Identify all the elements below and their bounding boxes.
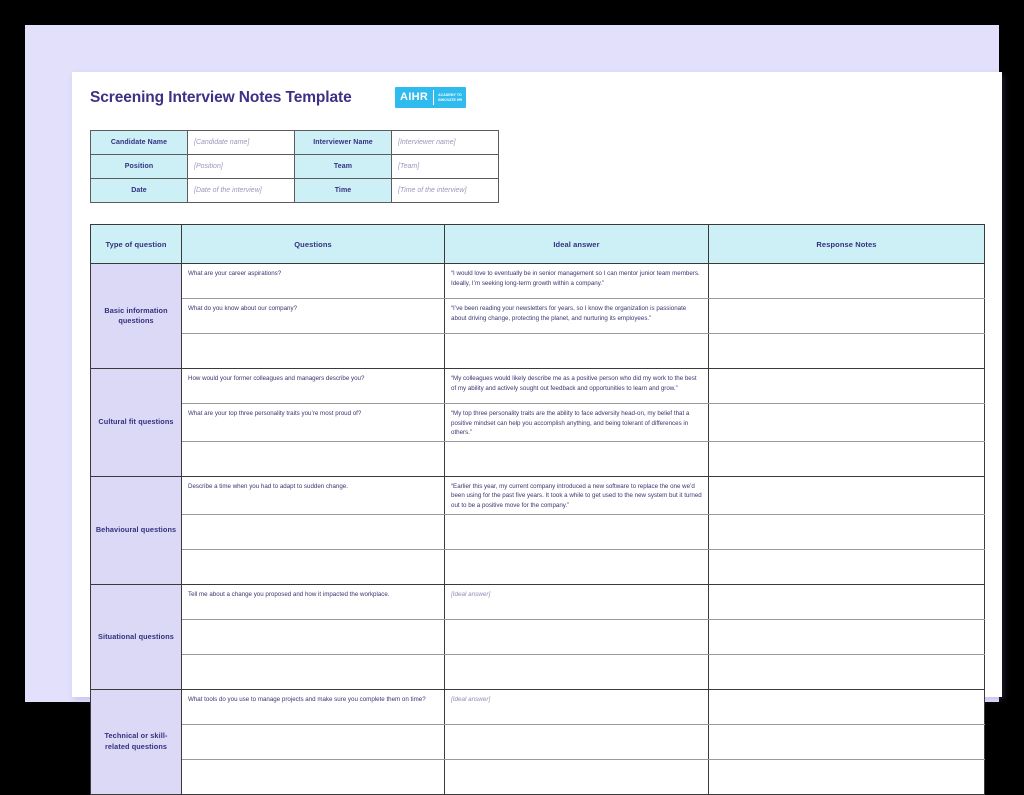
table-header-row: [91, 225, 985, 264]
ideal-answer-cell[interactable]: “My colleagues would likely describe me as a positive person who did my work to the best of my ability and actively sought out feedback and opportunities to learn and grow.”: [445, 369, 709, 404]
ideal-answer-cell[interactable]: [Ideal answer]: [445, 689, 709, 724]
question-cell[interactable]: [182, 514, 445, 549]
info-value-left[interactable]: [Date of the interview]: [188, 179, 295, 203]
ideal-answer-cell[interactable]: [445, 549, 709, 584]
table-row: [91, 299, 985, 334]
response-notes-cell[interactable]: [709, 476, 985, 514]
ideal-answer-cell[interactable]: [Ideal answer]: [445, 584, 709, 619]
ideal-answer-cell[interactable]: [445, 334, 709, 369]
candidate-info-table: [90, 130, 499, 203]
column-header-type-of-question: Type of question: [91, 225, 182, 264]
response-notes-cell[interactable]: [709, 724, 985, 759]
column-header-questions: Questions: [182, 225, 445, 264]
page-background-mat: [25, 25, 999, 751]
question-cell[interactable]: [182, 724, 445, 759]
info-value-right[interactable]: [Time of the interview]: [392, 179, 499, 203]
column-header-response-notes: Response Notes: [709, 225, 985, 264]
question-cell[interactable]: Describe a time when you had to adapt to sudden change.: [182, 476, 445, 514]
question-category-cell: Technical or skill-related questions: [91, 689, 182, 794]
ideal-answer-cell[interactable]: [445, 724, 709, 759]
table-row: [91, 514, 985, 549]
ideal-answer-cell[interactable]: [445, 654, 709, 689]
ideal-answer-cell[interactable]: “Earlier this year, my current company introduced a new software to replace the one we’d been using for the past five years. It took a while to get used to the new system but it turned out to be a positive move for the company.”: [445, 476, 709, 514]
response-notes-cell[interactable]: [709, 334, 985, 369]
ideal-answer-cell[interactable]: “I would love to eventually be in senior management so I can mentor junior team members. Ideally, I’m seeking long-term growth within a company.”: [445, 264, 709, 299]
page-title: Screening Interview Notes Template: [90, 89, 352, 106]
info-label-left: Date: [91, 179, 188, 203]
question-cell[interactable]: [182, 334, 445, 369]
table-row: [91, 476, 985, 514]
response-notes-cell[interactable]: [709, 549, 985, 584]
response-notes-cell[interactable]: [709, 584, 985, 619]
info-label-right: Team: [295, 155, 392, 179]
info-label-right: Interviewer Name: [295, 131, 392, 155]
aihr-tagline-line1: ACADEMY TO: [438, 93, 462, 98]
response-notes-cell[interactable]: [709, 654, 985, 689]
response-notes-cell[interactable]: [709, 689, 985, 724]
response-notes-cell[interactable]: [709, 369, 985, 404]
aihr-tagline: [434, 87, 466, 108]
table-row: [91, 619, 985, 654]
table-row: [91, 441, 985, 476]
info-value-left[interactable]: [Position]: [188, 155, 295, 179]
info-row: [91, 155, 499, 179]
column-header-ideal-answer: Ideal answer: [445, 225, 709, 264]
question-cell[interactable]: What tools do you use to manage projects and make sure you complete them on time?: [182, 689, 445, 724]
response-notes-cell[interactable]: [709, 759, 985, 794]
ideal-answer-cell[interactable]: [445, 514, 709, 549]
info-label-left: Candidate Name: [91, 131, 188, 155]
info-value-left[interactable]: [Candidate name]: [188, 131, 295, 155]
question-category-cell: Situational questions: [91, 584, 182, 689]
document-sheet: [72, 72, 1002, 751]
table-row: [91, 689, 985, 724]
info-value-right[interactable]: [Interviewer name]: [392, 131, 499, 155]
response-notes-cell[interactable]: [709, 619, 985, 654]
table-row: [91, 584, 985, 619]
table-row: [91, 654, 985, 689]
table-row: [91, 264, 985, 299]
ideal-answer-cell[interactable]: “My top three personality traits are the ability to face adversity head-on, my belief that a positive mindset can help you accomplish anything, and being tolerant of differences in others.”: [445, 404, 709, 442]
table-row: [91, 759, 985, 794]
info-row: [91, 131, 499, 155]
question-cell[interactable]: What are your career aspirations?: [182, 264, 445, 299]
question-cell[interactable]: [182, 549, 445, 584]
response-notes-cell[interactable]: [709, 514, 985, 549]
aihr-logo: [395, 87, 466, 108]
document-header: [90, 87, 984, 123]
table-row: [91, 724, 985, 759]
question-category-cell: Cultural fit questions: [91, 369, 182, 477]
ideal-answer-cell[interactable]: [445, 441, 709, 476]
info-value-right[interactable]: [Team]: [392, 155, 499, 179]
info-row: [91, 179, 499, 203]
response-notes-cell[interactable]: [709, 441, 985, 476]
ideal-answer-cell[interactable]: [445, 759, 709, 794]
question-cell[interactable]: Tell me about a change you proposed and how it impacted the workplace.: [182, 584, 445, 619]
aihr-tagline-line2: INNOVATE HR: [438, 97, 463, 102]
table-row: [91, 369, 985, 404]
question-cell[interactable]: What are your top three personality traits you’re most proud of?: [182, 404, 445, 442]
question-cell[interactable]: [182, 654, 445, 689]
table-row: [91, 404, 985, 442]
response-notes-cell[interactable]: [709, 264, 985, 299]
table-row: [91, 334, 985, 369]
question-cell[interactable]: [182, 441, 445, 476]
response-notes-cell[interactable]: [709, 404, 985, 442]
ideal-answer-cell[interactable]: [445, 619, 709, 654]
question-cell[interactable]: [182, 759, 445, 794]
table-row: [91, 549, 985, 584]
interview-questions-table: [90, 224, 985, 795]
info-label-right: Time: [295, 179, 392, 203]
aihr-wordmark: AIHR: [400, 91, 429, 103]
question-category-cell: Behavioural questions: [91, 476, 182, 584]
question-category-cell: Basic information questions: [91, 264, 182, 369]
response-notes-cell[interactable]: [709, 299, 985, 334]
info-label-left: Position: [91, 155, 188, 179]
question-cell[interactable]: What do you know about our company?: [182, 299, 445, 334]
question-cell[interactable]: [182, 619, 445, 654]
ideal-answer-cell[interactable]: “I’ve been reading your newsletters for years, so I know the organization is passionate about driving change, protecting the planet, and nurturing its employees.”: [445, 299, 709, 334]
question-cell[interactable]: How would your former colleagues and managers describe you?: [182, 369, 445, 404]
